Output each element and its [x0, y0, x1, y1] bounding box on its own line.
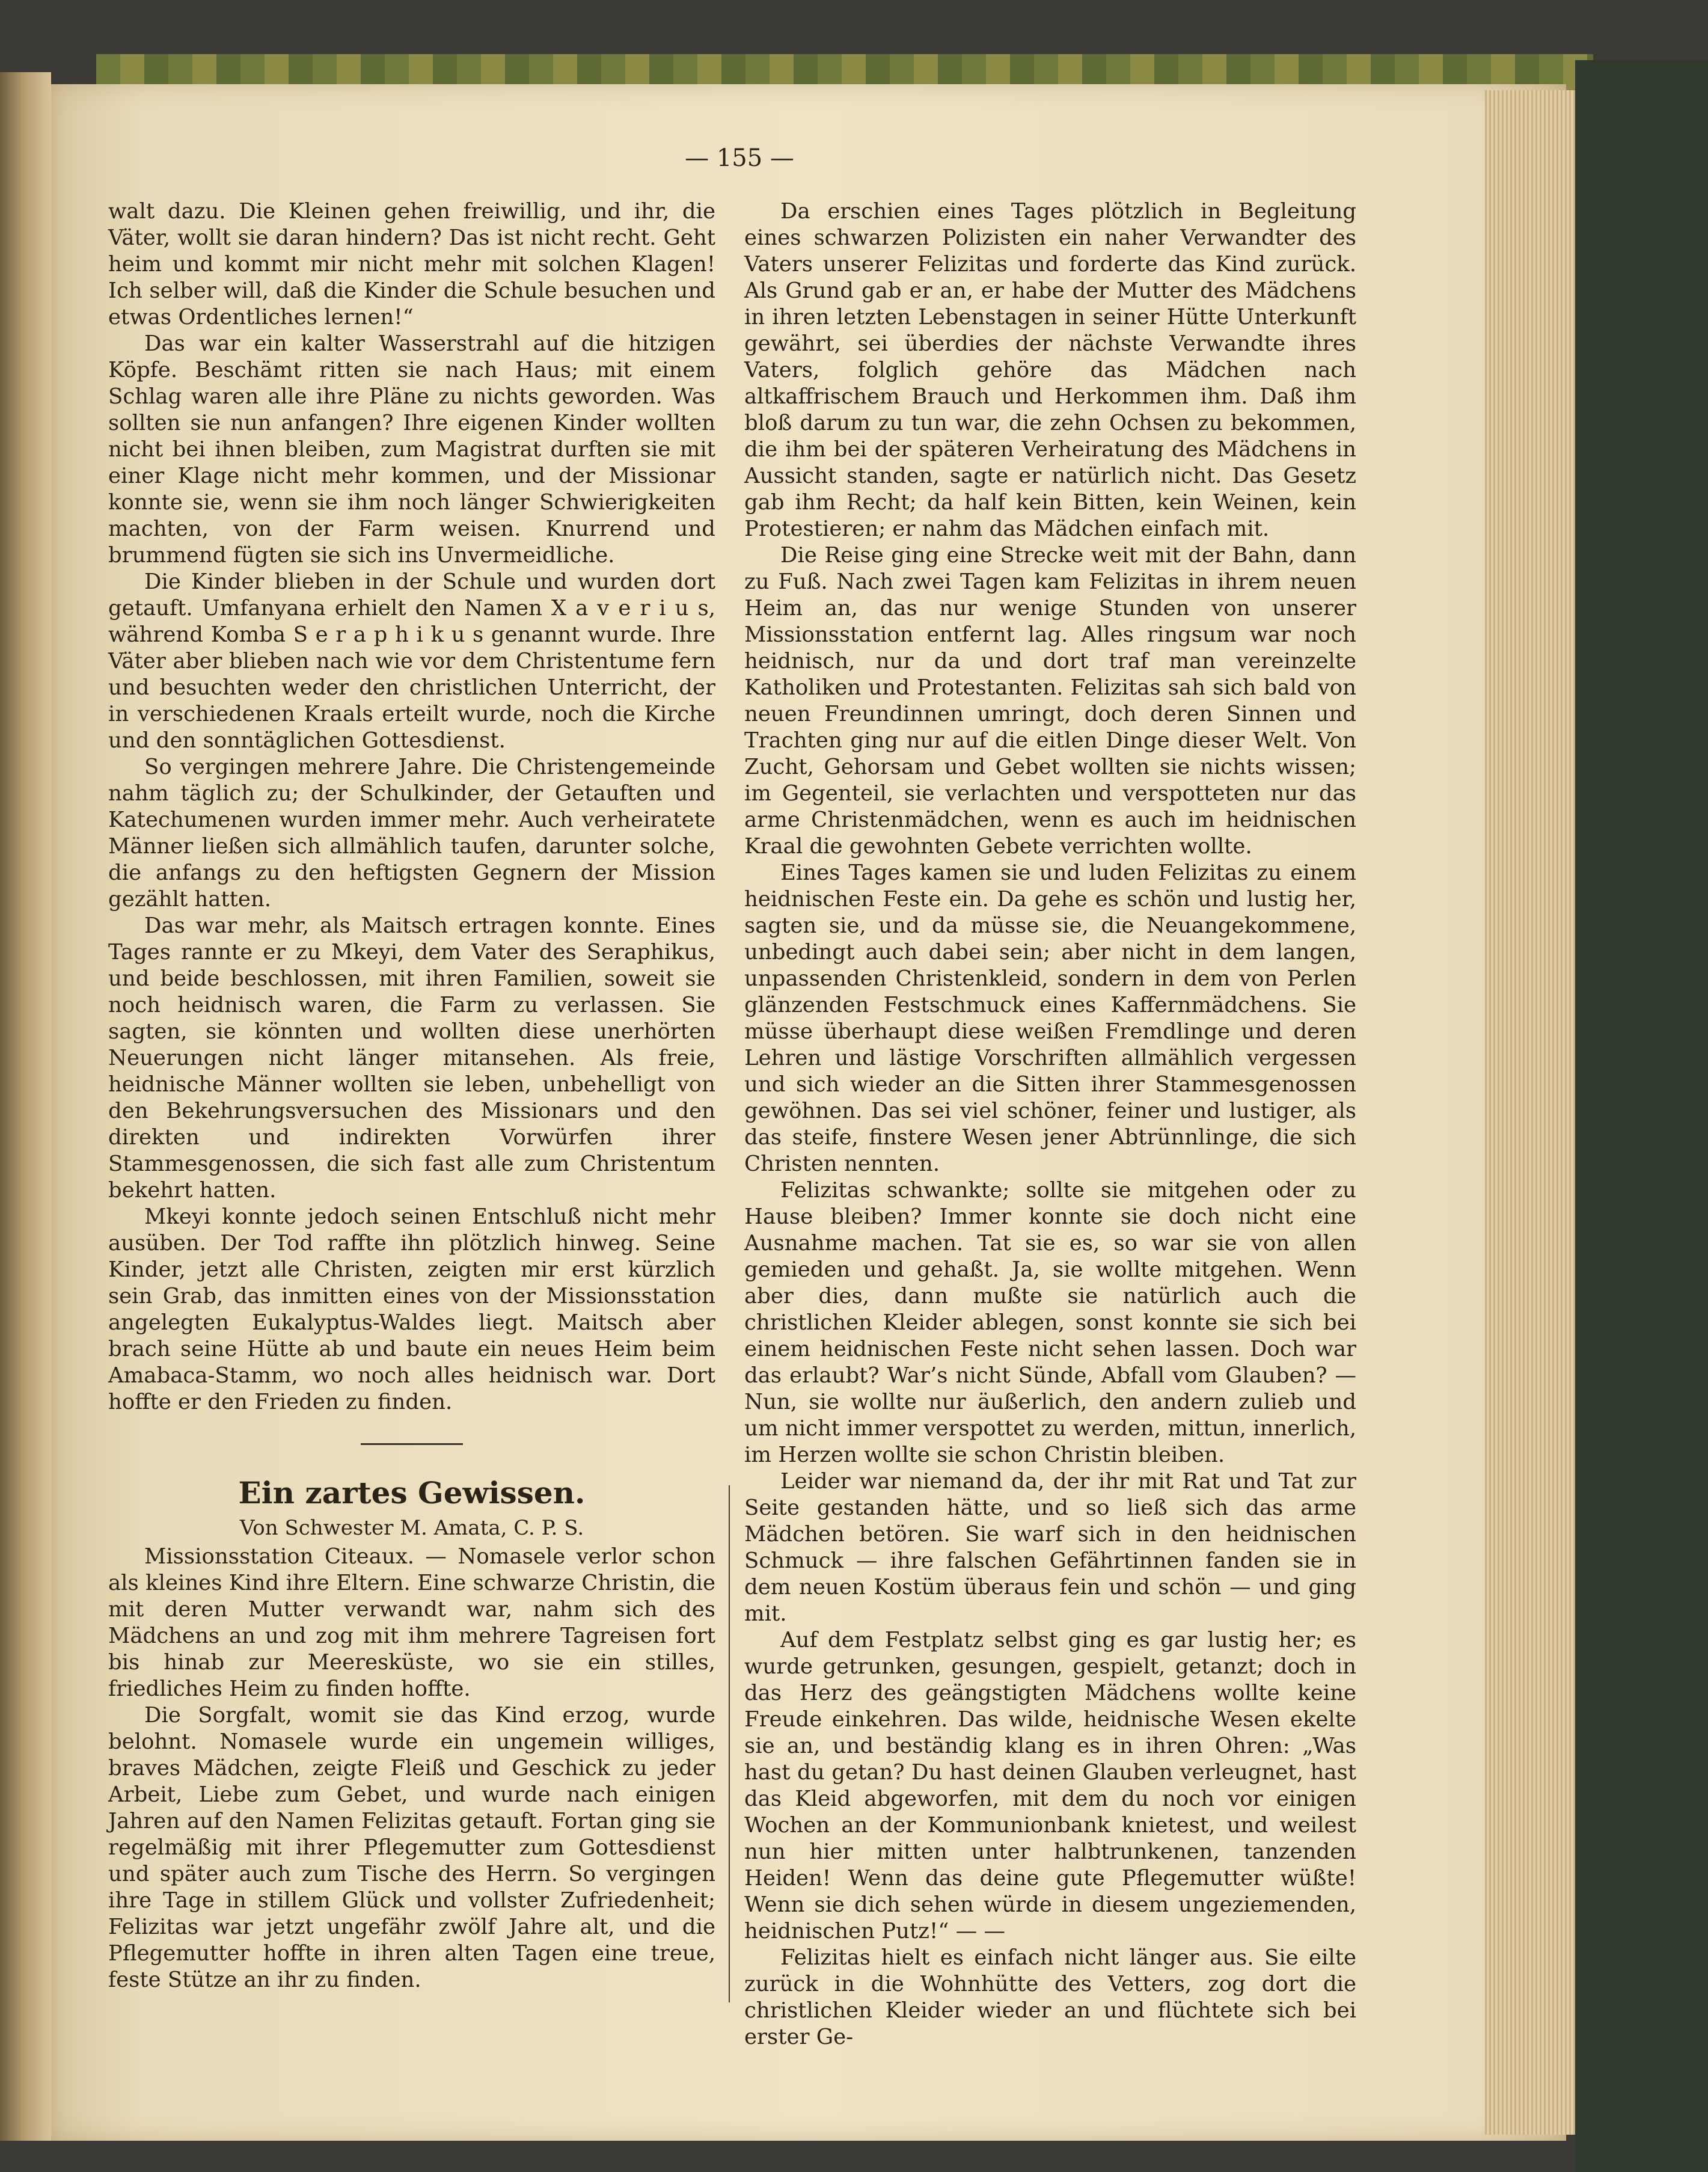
paragraph: So vergingen mehrere Jahre. Die Christengemeinde nahm täglich zu; der Schulkinder, der Getauften und Katechumenen wurden immer mehr. Auch verheiratete Männer ließen sich allmählich taufen, darunter solche, die anfangs zu den heftigsten Gegnern der Mission gezählt hatten.: [108, 755, 715, 912]
paragraph: Leider war niemand da, der ihr mit Rat und Tat zur Seite gestanden hätte, und so ließ sich das arme Mädchen betören. Sie warf sich in den heidnischen Schmuck — ihre falschen Gefährtinnen fanden sie in dem neuen Kostüm überaus fein und schön — und ging mit.: [744, 1469, 1356, 1626]
right-column: [744, 198, 1356, 2051]
paragraph: Die Sorgfalt, womit sie das Kind erzog, wurde belohnt. Nomasele wurde ein ungemein williges, braves Mädchen, zeigte Fleiß und Geschick zu jeder Arbeit, Liebe zum Gebet, und wurde nach einigen Jahren auf den Namen Felizitas getauft. Fortan ging sie regelmäßig mit ihrer Pflegemutter zum Gottesdienst und später auch zum Tische des Herrn. So vergingen ihre Tage in stillem Glück und vollster Zufriedenheit; Felizitas war jetzt ungefähr zwölf Jahre alt, und die Pflegemutter hoffte in ihren alten Tagen eine treue, feste Stütze an ihr zu finden.: [108, 1703, 715, 1992]
paragraph: Das war ein kalter Wasserstrahl auf die hitzigen Köpfe. Beschämt ritten sie nach Haus; mit einem Schlag waren alle ihre Pläne zu nichts geworden. Was sollten sie nun anfangen? Ihre eigenen Kinder wollten nicht bei ihnen bleiben, zum Magistrat durften sie mit einer Klage nicht mehr kommen, und der Missionar konnte sie, wenn sie ihm noch länger Schwierigkeiten machten, von der Farm weisen. Knurrend und brummend fügten sie sich ins Unvermeidliche.: [108, 331, 715, 568]
book-cover-right: [1575, 60, 1708, 2172]
paragraph: Die Kinder blieben in der Schule und wurden dort getauft. Umfanyana erhielt den Namen X a v e r i u s, während Komba S e r a p h i k u s genannt wurde. Ihre Väter aber blieben nach wie vor dem Christentume fern und besuchten weder den christlichen Unterricht, der in verschiedenen Kraals erteilt wurde, noch die Kirche und den sonntäglichen Gottesdienst.: [108, 569, 715, 753]
paragraph: Mkeyi konnte jedoch seinen Entschluß nicht mehr ausüben. Der Tod raffte ihn plötzlich hinweg. Seine Kinder, jetzt alle Christen, zeigten mir erst kürzlich sein Grab, das inmitten eines von der Missionsstation angelegten Eukalyptus-Waldes liegt. Maitsch aber brach seine Hütte ab und baute ein neues Heim beim Amabaca-Stamm, wo noch alles heidnisch war. Dort hoffte er den Frieden zu finden.: [108, 1204, 715, 1414]
paragraph: walt dazu. Die Kleinen gehen freiwillig, und ihr, die Väter, wollt sie daran hindern? Das ist nicht recht. Geht heim und kommt mir nicht mehr mit solchen Klagen! Ich selber will, daß die Kinder die Schule besuchen und etwas Ordentliches lernen!“: [108, 199, 715, 330]
paragraph: Auf dem Festplatz selbst ging es gar lustig her; es wurde getrunken, gesungen, gespielt, getanzt; doch in das Herz des geängstigten Mädchens wollte keine Freude einkehren. Das wilde, heidnische Wesen ekelte sie an, und beständig klang es in ihren Ohren: „Was hast du getan? Du hast deinen Glauben verleugnet, hast das Kleid abgeworfen, mit dem du noch vor einigen Wochen an der Kommunionbank knietest, und weilest nun hier mitten unter halbtrunkenen, tanzenden Heiden! Wenn das deine gute Pflegemutter wüßte! Wenn sie dich sehen würde in diesem ungeziemenden, heidnischen Putz!“ — —: [744, 1628, 1356, 1943]
paragraph: Felizitas schwankte; sollte sie mitgehen oder zu Hause bleiben? Immer konnte sie doch nicht eine Ausnahme machen. Tat sie es, so war sie von allen gemieden und gehaßt. Ja, sie wollte mitgehen. Wenn aber dies, dann mußte sie natürlich auch die christlichen Kleider ablegen, sonst konnte sie sich bei einem heidnischen Feste nicht sehen lassen. Doch war das erlaubt? War’s nicht Sünde, Abfall vom Glauben? — Nun, sie wollte nur äußerlich, den andern zulieb und um nicht immer verspottet zu werden, mittun, innerlich, im Herzen wollte sie schon Christin bleiben.: [744, 1178, 1356, 1467]
left-column: [108, 198, 715, 1993]
paragraph: Da erschien eines Tages plötzlich in Begleitung eines schwarzen Polizisten ein naher Verwandter des Vaters unserer Felizitas und forderte das Kind zurück. Als Grund gab er an, er habe der Mutter des Mädchens in ihren letzten Lebenstagen in seiner Hütte Unterkunft gewährt, sei überdies der nächste Verwandte ihres Vaters, folglich gehöre das Mädchen nach altkaffrischem Brauch und Herkommen ihm. Daß ihm bloß darum zu tun war, die zehn Ochsen zu bekommen, die ihm bei der späteren Verheiratung des Mädchens in Aussicht standen, sagte er natürlich nicht. Das Gesetz gab ihm Recht; da half kein Bitten, kein Weinen, kein Protestieren; er nahm das Mädchen einfach mit.: [744, 199, 1356, 541]
paragraph: Das war mehr, als Maitsch ertragen konnte. Eines Tages rannte er zu Mkeyi, dem Vater des Seraphikus, und beide beschlossen, mit ihren Familien, soweit sie noch heidnisch waren, die Farm zu verlassen. Sie sagten, sie könnten und wollten diese unerhörten Neuerungen nicht länger mitansehen. Als freie, heidnische Männer wollten sie leben, unbehelligt von den Bekehrungsversuchen des Missionars und den direkten und indirekten Vorwürfen ihrer Stammesgenossen, die sich fast alle zum Christentum bekehrt hatten.: [108, 913, 715, 1203]
paragraph: Eines Tages kamen sie und luden Felizitas zu einem heidnischen Feste ein. Da gehe es schön und lustig her, sagten sie, und da müsse sie, die Neuangekommene, unbedingt auch dabei sein; aber nicht in dem langen, unpassenden Christenkleid, sondern in dem von Perlen glänzenden Festschmuck eines Kaffernmädchens. Sie müsse überhaupt diese weißen Fremdlinge und deren Lehren und lästige Vorschriften allmählich vergessen und sich wieder an die Sitten ihrer Stammesgenossen gewöhnen. Das sei viel schöner, feiner und lustiger, als das steife, finstere Wesen jener Abtrünnlinge, die sich Christen nennten.: [744, 861, 1356, 1176]
page-stack-edge: [1485, 90, 1575, 2135]
paragraph: Missionsstation Citeaux. — Nomasele verlor schon als kleines Kind ihre Eltern. Eine schwarze Christin, die mit deren Mutter verwandt war, nahm sich des Mädchens an und zog mit ihm mehrere Tagreisen fort bis hinab zur Meeresküste, wo sie ein stilles, friedliches Heim zu finden hoffte.: [108, 1544, 715, 1701]
paragraph: Felizitas hielt es einfach nicht länger aus. Sie eilte zurück in die Wohnhütte des Vetters, zog dort die christlichen Kleider wieder an und flüchtete sich bei erster Ge-: [744, 1945, 1356, 2049]
article-byline: Von Schwester M. Amata, C. P. S.: [239, 1516, 584, 1540]
book-left-edge: [0, 72, 51, 2141]
page-number: — 155 —: [685, 144, 794, 172]
article-title: Ein zartes Gewissen.: [238, 1475, 586, 1511]
column-divider: [729, 1485, 730, 2002]
section-separator: [361, 1443, 463, 1445]
paragraph: Die Reise ging eine Strecke weit mit der Bahn, dann zu Fuß. Nach zwei Tagen kam Felizitas in ihrem neuen Heim an, das nur wenige Stunden von unserer Missionsstation entfernt lag. Alles ringsum war noch heidnisch, nur da und dort traf man vereinzelte Katholiken und Protestanten. Felizitas sah sich bald von neuen Freundinnen umringt, doch deren Sinnen und Trachten ging nur auf die eitlen Dinge dieser Welt. Von Zucht, Gehorsam und Gebet wollten sie nichts wissen; im Gegenteil, sie verlachten und verspotteten nur das arme Christenmädchen, wenn es auch im heidnischen Kraal die gewohnten Gebete verrichten wollte.: [744, 543, 1356, 859]
